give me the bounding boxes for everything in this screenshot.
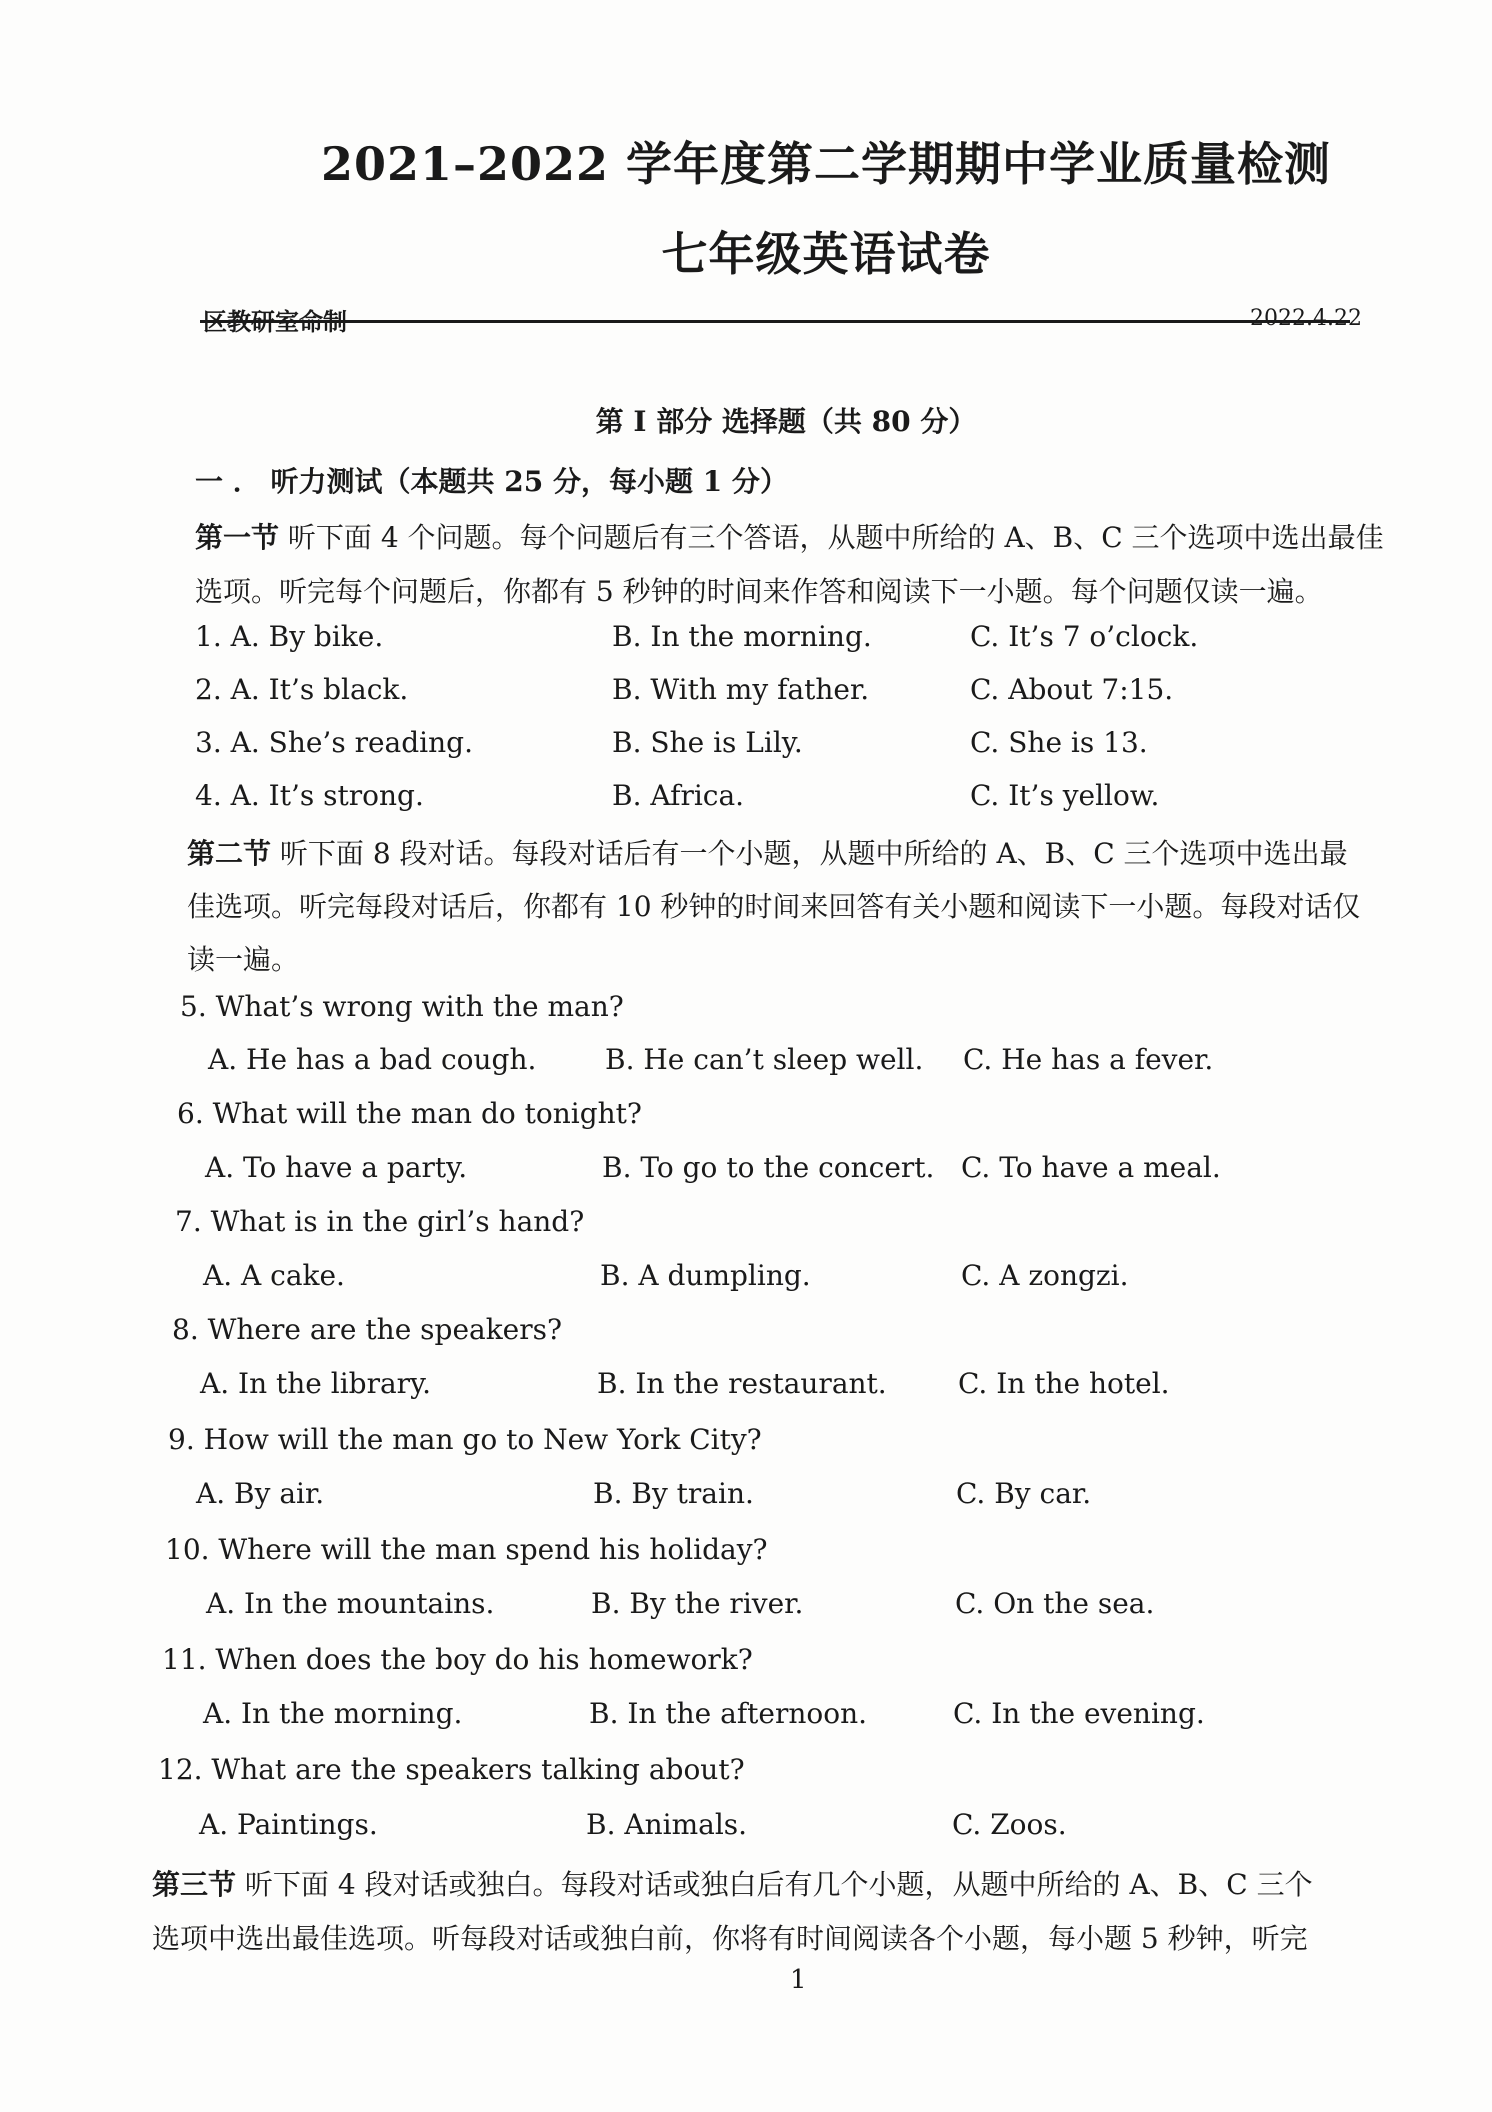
q12-option-b: B. Animals. (586, 1808, 748, 1841)
jie3-label: 第三节 (152, 1868, 237, 1901)
q1-option-a: 1. A. By bike. (195, 620, 384, 653)
q11-stem: 11. When does the boy do his homework? (162, 1643, 753, 1676)
q1-option-c: C. It’s 7 o’clock. (970, 620, 1199, 653)
q5-option-c: C. He has a fever. (963, 1043, 1214, 1076)
q3-option-c: C. She is 13. (970, 726, 1148, 759)
q10-option-b: B. By the river. (591, 1587, 804, 1620)
jie3-instruction-line2: 选项中选出最佳选项。听每段对话或独白前，你将有时间阅读各个小题，每小题 5 秒钟，听完 (152, 1922, 1308, 1955)
q11-option-b: B. In the afternoon. (589, 1697, 868, 1730)
jie2-instruction-line3: 读一遍。 (187, 943, 300, 976)
q8-option-c: C. In the hotel. (958, 1367, 1170, 1400)
q12-stem: 12. What are the speakers talking about? (158, 1753, 745, 1786)
q3-option-b: B. She is Lily. (612, 726, 803, 759)
q4-option-c: C. It’s yellow. (970, 779, 1160, 812)
q10-stem: 10. Where will the man spend his holiday? (165, 1533, 768, 1566)
q9-option-c: C. By car. (956, 1477, 1092, 1510)
jie1-instruction-line1: 第一节 听下面 4 个问题。每个问题后有三个答语，从题中所给的 A、B、C 三个选项中选出最佳 (195, 521, 1384, 554)
q8-stem: 8. Where are the speakers? (172, 1313, 563, 1346)
q1-option-b: B. In the morning. (612, 620, 872, 653)
q7-stem: 7. What is in the girl’s hand? (175, 1205, 585, 1238)
q7-option-b: B. A dumpling. (600, 1259, 811, 1292)
q6-stem: 6. What will the man do tonight? (177, 1097, 642, 1130)
q9-option-b: B. By train. (593, 1477, 754, 1510)
listening-section-title: 一 ． 听力测试（本题共 25 分，每小题 1 分） (195, 465, 788, 498)
q3-option-a: 3. A. She’s reading. (195, 726, 473, 759)
q5-stem: 5. What’s wrong with the man? (180, 990, 624, 1023)
q8-option-a: A. In the library. (200, 1367, 432, 1400)
jie2-instruction-line1: 第二节 听下面 8 段对话。每段对话后有一个小题，从题中所给的 A、B、C 三个选项中选出最 (187, 837, 1348, 870)
q5-option-b: B. He can’t sleep well. (605, 1043, 924, 1076)
page-number: 1 (790, 1965, 807, 1995)
q6-option-a: A. To have a party. (205, 1151, 468, 1184)
exam-subtitle: 七年级英语试卷 (661, 227, 991, 281)
jie1-instruction-line2: 选项。听完每个问题后，你都有 5 秒钟的时间来作答和阅读下一小题。每个问题仅读一遍。 (195, 575, 1323, 608)
q7-option-a: A. A cake. (203, 1259, 345, 1292)
q6-option-c: C. To have a meal. (961, 1151, 1221, 1184)
q11-option-c: C. In the evening. (953, 1697, 1205, 1730)
q11-option-a: A. In the morning. (203, 1697, 463, 1730)
q2-option-b: B. With my father. (612, 673, 870, 706)
q9-stem: 9. How will the man go to New York City? (168, 1423, 762, 1456)
jie2-instruction-line2: 佳选项。听完每段对话后，你都有 10 秒钟的时间来回答有关小题和阅读下一小题。每段对话仅 (187, 890, 1361, 923)
q4-option-b: B. Africa. (612, 779, 745, 812)
q7-option-c: C. A zongzi. (961, 1259, 1129, 1292)
q8-option-b: B. In the restaurant. (597, 1367, 887, 1400)
jie2-label: 第二节 (187, 837, 272, 870)
q6-option-b: B. To go to the concert. (602, 1151, 935, 1184)
part-one-title: 第 I 部分 选择题（共 80 分） (595, 405, 977, 438)
header-divider (200, 320, 1350, 323)
q10-option-c: C. On the sea. (955, 1587, 1155, 1620)
q12-option-a: A. Paintings. (199, 1808, 378, 1841)
q2-option-a: 2. A. It’s black. (195, 673, 409, 706)
q12-option-c: C. Zoos. (952, 1808, 1067, 1841)
jie1-label: 第一节 (195, 521, 280, 554)
exam-title: 2021–2022 学年度第二学期期中学业质量检测 (320, 137, 1332, 191)
issuer-label: 区教研室命制 (203, 307, 347, 336)
q10-option-a: A. In the mountains. (206, 1587, 495, 1620)
q4-option-a: 4. A. It’s strong. (195, 779, 424, 812)
exam-date: 2022.4.22 (1250, 306, 1362, 331)
q2-option-c: C. About 7:15. (970, 673, 1174, 706)
jie3-instruction-line1: 第三节 听下面 4 段对话或独白。每段对话或独白后有几个小题，从题中所给的 A、B、C 三个 (152, 1868, 1313, 1901)
q5-option-a: A. He has a bad cough. (208, 1043, 537, 1076)
q9-option-a: A. By air. (196, 1477, 325, 1510)
